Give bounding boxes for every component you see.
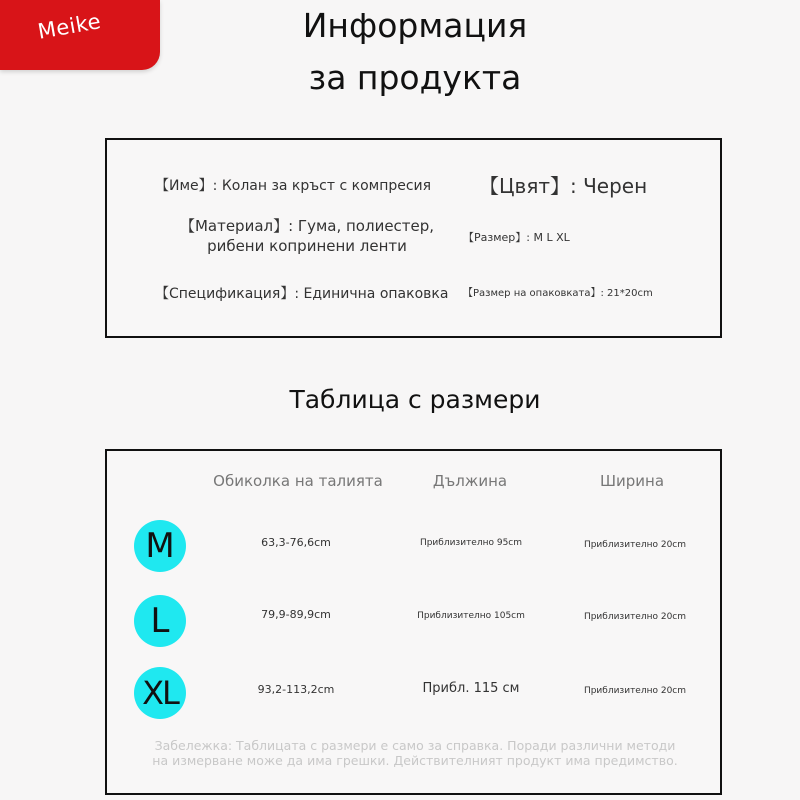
size-chart-title: Таблица с размери [289, 385, 541, 414]
column-header-length: Дължина [432, 472, 508, 490]
column-header-width: Ширина [599, 472, 665, 490]
page-title-line2: за продукта [308, 58, 522, 97]
product-color: 【Цвят】: Черен [479, 174, 648, 198]
size-badge-m: M [134, 520, 186, 572]
product-size: 【Размер】: M L XL [463, 231, 570, 244]
product-name: 【Име】: Колан за кръст с компресия [155, 178, 432, 194]
product-material [167, 216, 447, 256]
waist-xl: 93,2-113,2cm [257, 683, 335, 696]
width-m: Приблизително 20cm [583, 540, 687, 550]
length-m: Приблизително 95cm [419, 538, 523, 548]
size-badge-xl: XL [134, 667, 186, 719]
size-chart-note-line2: на измерване може да има грешки. Действителният продукт има предимство. [152, 753, 678, 768]
waist-m: 63,3-76,6cm [261, 536, 331, 549]
width-l: Приблизително 20cm [583, 612, 687, 622]
width-xl: Приблизително 20cm [583, 686, 687, 696]
product-specification: 【Спецификация】: Единична опаковка [155, 286, 449, 302]
brand-logo: Meike [35, 9, 103, 44]
product-material-line1: 【Материал】: Гума, полиестер, [179, 217, 435, 235]
size-chart-note-line1: Забележка: Таблицата с размери е само за справка. Поради различни методи [154, 738, 676, 753]
product-info-panel [105, 138, 722, 338]
size-chart-note [135, 738, 695, 768]
length-xl: Прибл. 115 см [422, 681, 520, 696]
package-size: 【Размер на опаковката】: 21*20cm [463, 288, 653, 299]
page-title [240, 0, 590, 104]
page-title-line1: Информация [302, 6, 528, 45]
column-header-waist: Обиколка на талията [213, 472, 383, 490]
brand-tab [0, 0, 160, 70]
length-l: Приблизително 105cm [417, 611, 525, 621]
product-material-line2: рибени копринени ленти [207, 237, 407, 255]
waist-l: 79,9-89,9cm [261, 608, 331, 621]
size-badge-l: L [134, 595, 186, 647]
